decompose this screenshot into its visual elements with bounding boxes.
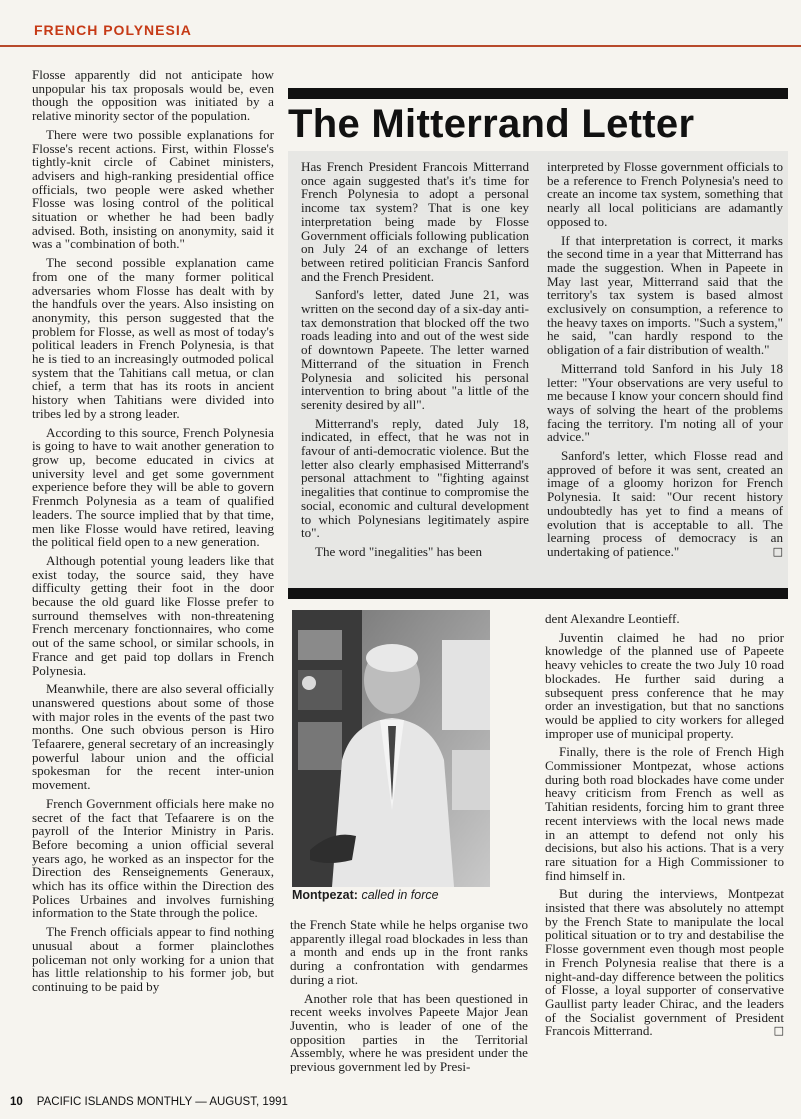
paragraph: Juventin claimed he had no prior knowledge of the planned use of Papeete heavy vehicles to create the two July 10 road blockades. He further said during a subsequent press conference that he may order an investigation, but that no sanctions would be applied to city workers for alleged improper use of municipal property. [545, 629, 784, 741]
left-column [32, 68, 274, 994]
montpezat-photo [292, 610, 490, 887]
sidebar-title: The Mitterrand Letter [288, 102, 695, 146]
middle-lower-column [290, 918, 528, 1074]
paragraph: But during the interviews, Montpezat insisted that there was absolutely no attempt by the French State to manipulate the local political situation or to try and destabilise the Flosse government even though most people in French Polynesia realise that there is a night-and-day difference between the politics of Flosse, a loyal supporter of conservative Gaullist party leader Chirac, and the leaders of the Socialist government of President Francois Mitterrand. □ [545, 886, 784, 1039]
paragraph: The second possible explanation came from one of the many former political adversaries whom Flosse has dealt with by the handfuls over the years. Also insisting on anonymity, this person suggested that the problem for Flosse, as well as most of today's political leaders in French Polynesia, is that he is tied to an increasingly outmoded polical system that the Tahitians call metua, or clan chief, a term that has its roots in ancient history when Tahitians were divided into tribes led by a strong leader. [32, 255, 274, 421]
caption-text: called in force [361, 888, 439, 902]
paragraph: If that interpretation is correct, it marks the second time in a year that Mitterrand has made the suggestion. When in Papeete in May last year, Mitterrand said that the territory's tax system is based almost exclusively on consumption, a reference to the heavy taxes on imports. "Such a system," he said, "can hardly respond to the obligation of a fair distribution of wealth." [547, 232, 783, 358]
section-label: FRENCH POLYNESIA [34, 22, 192, 38]
sidebar-bottom-bar [288, 588, 788, 599]
paragraph: Has French President Francois Mitterrand once again suggested that's it's time for French Polynesia to adopt a personal income tax system? That is one key interpretation being made by Flosse Government officials following publication on July 24 of an exchange of letters between retired politician Francis Sanford and the French President. [301, 159, 529, 284]
paragraph: Sanford's letter, dated June 21, was written on the second day of a six-day anti-tax demonstration that blocked off the two roads leading into and out of the west side of downtown Papeete. The letter warned Mitterrand of the situation in French Polynesia and solicited his personal intervention to bring about "a little of the serenity desired by all". [301, 287, 529, 412]
paragraph: Mitterrand's reply, dated July 18, indicated, in effect, that he was not in favour of anti-democratic violence. But the letter also clearly emphasised Mitterrand's personal attachment to "fighting against inegalities that continue to compromise the social, economic and cultural development to which Polynesians legitimately aspire to". [301, 415, 529, 541]
paragraph: interpreted by Flosse government officials to be a reference to French Polynesia's need to create an income tax system, something that nearly all local politicians are adamantly opposed to. [547, 159, 783, 229]
paragraph: Although potential young leaders like that exist today, the source said, they have difficulty getting their foot in the door because the old guard like Flosse prefer to surround themselves with non-threatening French mercenary fonctionnaires, who come out of the same school, or similar schools, in France and get paid top dollars in French Polynesia. [32, 552, 274, 678]
paragraph: According to this source, French Polynesia is going to have to wait another generation to grow up, become educated in civics at university level and get some government experience before they will be able to govern Frenmch Polynesia as a team of qualified leaders. The source implied that by that time, men like Flosse would have retired, leaving the political field open to a new generation. [32, 424, 274, 550]
paragraph: The French officials appear to find nothing unusual about a former plainclothes policeman not only working for a union that has little relationship to his former job, but continuing to be paid by [32, 924, 274, 994]
photo-caption [292, 888, 490, 906]
paragraph: the French State while he helps organise two apparently illegal road blockades in less than a month and ends up in the front ranks during a confrontation with gendarmes during a riot. [290, 917, 528, 987]
paragraph: dent Alexandre Leontieff. [545, 611, 680, 626]
sidebar-top-bar [288, 88, 788, 99]
paragraph: Meanwhile, there are also several officially unanswered questions about some of those with major roles in the events of the past two months. One such obvious person is Hiro Tefaarere, general secretary of an increasingly powerful labour union and the official spokesman for the recent inter-union movement. [32, 681, 274, 793]
caption-name: Montpezat: [292, 888, 358, 902]
paragraph: Another role that has been questioned in recent weeks involves Papeete Major Jean Juventin, who is leader of one of the opposition parties in the Territorial Assembly, where he was president under the previous government led by Presi- [290, 990, 528, 1075]
right-lower-column [545, 612, 784, 1038]
header-rule [0, 45, 801, 47]
paragraph: Flosse apparently did not anticipate how unpopular his tax proposals would be, even though the opposition was initiated by a relative minority sector of the population. [32, 67, 274, 124]
paragraph: Sanford's letter, which Flosse read and approved of before it was sent, created an image of a gloomy horizon for French Polynesia. It said: "Our recent history undoubtedly has yet to find a means of evolution that is acceptable to all. The learning process of democracy is an undertaking of patience." □ [547, 448, 783, 559]
paragraph: French Government officials here make no secret of the fact that Tefaarere is on the payroll of the Interior Ministry in Paris. Before becoming a union official several years ago, he worked as an inspector for the Direction des Renseignements Generaux, which has its office within the Direction des Polices Urbaines and involves furnishing information to the State through the police. [32, 795, 274, 921]
page-footer [10, 1096, 288, 1108]
photo-image [292, 610, 490, 887]
paragraph: Mitterrand told Sanford in his July 18 letter: "Your observations are very useful to me because I know your concern should find ways of solving the heart of the problems facing the territory. I'm noting all of your advice." [547, 360, 783, 445]
paragraph: The word "inegalities" has been [315, 543, 483, 559]
sidebar-column-2 [547, 160, 783, 559]
page-number: 10 [10, 1096, 23, 1108]
paragraph: Finally, there is the role of French High Commissioner Montpezat, whose actions during both road blockades have come under heavy criticism from French as well as Tahitian residents, forcing him to grant three recent interviews with the local news made in an attempt to defend not only his decisions, but also his actions. That is a very rare situation for a High Commissioner to find himself in. [545, 744, 784, 883]
sidebar-column-1 [301, 160, 529, 559]
end-mark: □ [773, 1024, 784, 1038]
paragraph: There were two possible explanations for Flosse's recent actions. First, within Flosse's tightly-knit circle of Cabinet ministers, advisers and high-ranking presidential office officials, two people were asked whether Flosse was losing control of the political situation or whether he had been badly advised. Both, insisting on anonymity, said it was a "combination of both." [32, 126, 274, 252]
end-mark: □ [772, 544, 783, 558]
publication-line: PACIFIC ISLANDS MONTHLY — AUGUST, 1991 [36, 1096, 288, 1108]
